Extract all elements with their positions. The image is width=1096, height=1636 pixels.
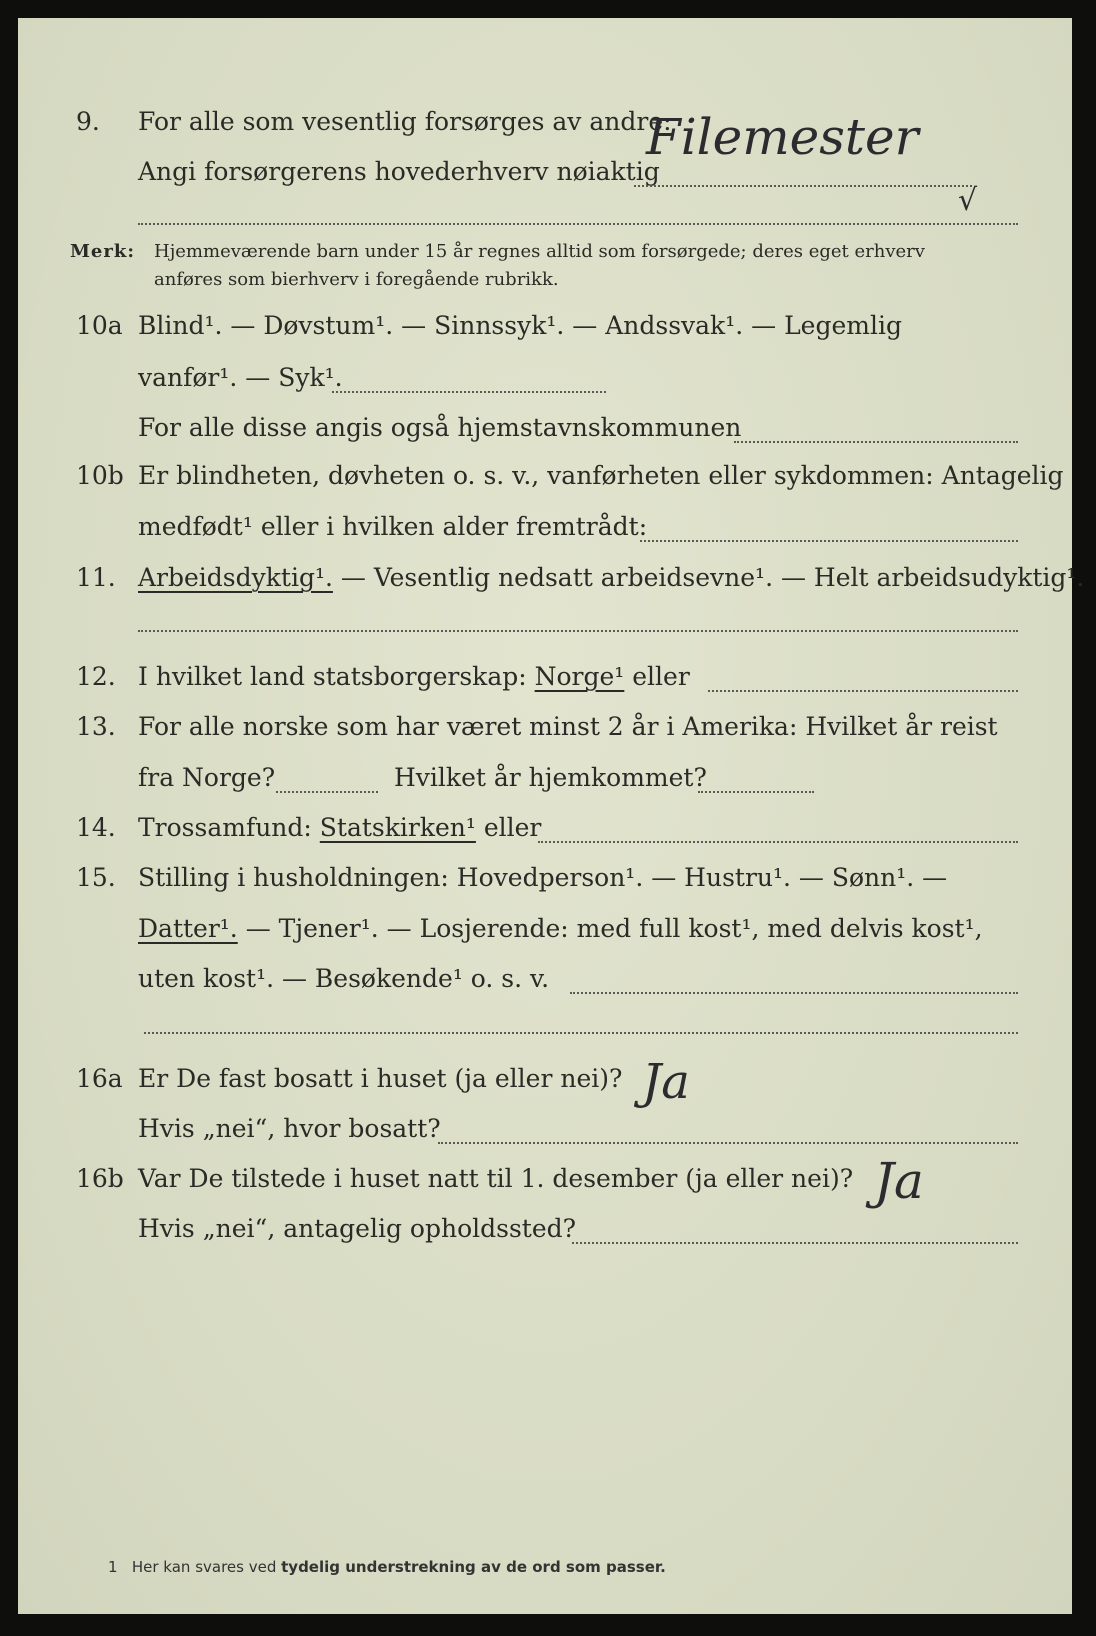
question-text: Er blindheten, døvheten o. s. v., vanførheten eller sykdommen: Antagelig [138,461,1064,490]
question-number: 9. [76,107,100,136]
question-number: 16a [76,1064,123,1093]
question-text: medfødt¹ eller i hvilken alder fremtrådt: [138,512,648,541]
question-prefix: I hvilket land statsborgerskap: [138,662,535,691]
question-text: For alle som vesentlig forsørges av andre: [138,107,672,136]
question-text: vanfør¹. — Syk¹. [138,363,343,392]
question-number: 10b [76,461,124,490]
option-arbeidsdyktig-underlined: Arbeidsdyktig¹. [138,563,333,592]
question-text [138,813,541,843]
answer-line [734,441,1018,443]
question-number: 13. [76,712,116,741]
question-text [138,563,1084,593]
answer-line [332,391,606,393]
answer-line [570,992,1018,994]
answer-line [438,1142,1018,1144]
question-number: 15. [76,863,116,892]
answer-line [138,630,1018,632]
option-statskirken-underlined: Statskirken¹ [319,813,476,842]
footnote-bold-text: tydelig understrekning av de ord som passer. [281,1558,666,1576]
question-text: For alle norske som har været minst 2 år i Amerika: Hvilket år reist [138,712,998,741]
question-prefix: Trossamfund: [138,813,320,842]
question-number: 16b [76,1164,124,1193]
question-text: uten kost¹. — Besøkende¹ o. s. v. [138,964,550,993]
handwritten-answer-16b: Ja [874,1152,924,1210]
question-text: Var De tilstede i huset natt til 1. desember (ja eller nei)? [138,1164,854,1193]
question-text [138,914,983,944]
handwritten-answer-occupation: Filemester [646,108,919,166]
question-suffix: eller [475,813,542,842]
note-label: Merk: [70,241,135,262]
answer-line [138,223,1018,225]
answer-line [572,1242,1018,1244]
question-text: fra Norge? [138,763,276,792]
question-text [138,662,690,692]
question-text: Angi forsørgerens hovederhverv nøiaktig [138,157,660,186]
question-text: Hvis „nei“, antagelig opholdssted? [138,1214,577,1243]
answer-line [708,690,1018,692]
question-text: Hvilket år hjemkommet? [394,763,707,792]
note-text: anføres som bierhverv i foregående rubrikk. [154,269,559,290]
question-text: For alle disse angis også hjemstavnskommunen [138,413,742,442]
question-number: 12. [76,662,116,691]
answer-line [276,791,378,793]
census-form-page [18,18,1085,1614]
question-rest: — Tjener¹. — Losjerende: med full kost¹, med delvis kost¹, [237,914,983,943]
option-rest: — Vesentlig nedsatt arbeidsevne¹. — Helt arbeidsudyktig¹. [332,563,1085,592]
handwritten-answer-16a: Ja [642,1054,690,1110]
answer-line [698,791,814,793]
answer-line [538,841,1018,843]
question-text: Hvis „nei“, hvor bosatt? [138,1114,441,1143]
question-number: 10a [76,311,123,340]
footnote-text: Her kan svares ved [131,1558,282,1576]
question-number: 11. [76,563,116,592]
footnote-mark: 1 [108,1558,118,1576]
question-text: Stilling i husholdningen: Hovedperson¹. — Hustru¹. — Sønn¹. — [138,863,948,892]
answer-line [634,185,972,187]
question-suffix: eller [624,662,690,691]
question-number: 14. [76,813,116,842]
question-text: Blind¹. — Døvstum¹. — Sinnssyk¹. — Andssvak¹. — Legemlig [138,311,902,340]
option-norge-underlined: Norge¹ [534,662,625,691]
answer-line [144,1032,1018,1034]
footnote [108,1558,666,1576]
answer-line [640,540,1018,542]
note-text: Hjemmeværende barn under 15 år regnes alltid som forsørgede; deres eget erhverv [154,241,925,262]
check-mark: √ [958,183,978,218]
option-datter-underlined: Datter¹. [138,914,238,943]
question-text: Er De fast bosatt i huset (ja eller nei)? [138,1064,623,1093]
